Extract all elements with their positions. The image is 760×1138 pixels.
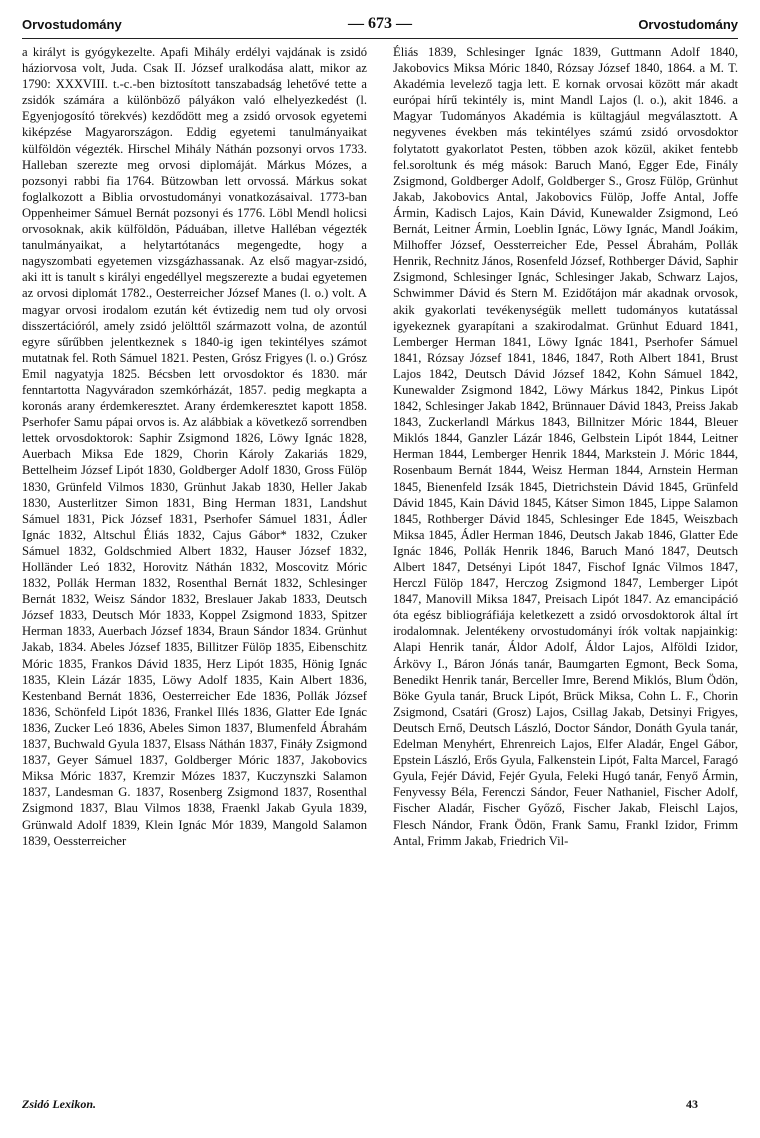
text-columns: [22, 44, 738, 1089]
footer-signature: Zsidó Lexikon.: [22, 1097, 96, 1111]
page-number-header: — 673 —: [348, 15, 412, 32]
page-footer: [22, 1097, 738, 1117]
page: [22, 14, 738, 1124]
sheet-number: 43: [686, 1097, 698, 1111]
page-header: [22, 14, 738, 39]
running-head-right: Orvostudomány: [638, 17, 738, 32]
right-column-text: Éliás 1839, Schlesinger Ignác 1839, Guttmann Adolf 1840, Jakobovics Miksa Móric 1840, Rózsay József 1840, 1864. a M. T. Akadémia levelező tagja lett. E kornak orvosai között már akadt európai hírű tekintély is, mint Mandl Lajos (l. o.), akit 1846. a Magyar Tudományos Akadémia is kültagjául megválasztott. A negyvenes években más tekintélyes számú zsidó orvosdoktor folytatott gyakorlatot Pesten, többen azok közül, akiket fentebb fel.soroltunk és még mások: Baruch Manó, Egger Ede, Finály Zsigmond, Goldberger Adolf, Goldberger S., Grosz Fülöp, Grünhut Jakab, Jakobovics Antal, Jakobovics Fülöp, Joffe Antal, Joffe Ármin, Kadisch Lajos, Kain Dávid, Kunewalder Zsigmond, Leó Bernát, Leitner Ármin, Loeblin Ignác, Löwy Ignác, Mandl Joákim, Milhoffer József, Oessterreicher Ede, Pessel Ábrahám, Pollák Henrik, Rechnitz János, Rosenfeld József, Rothberger Dávid, Saphir Zsigmond, Schlesinger Ignác, Schlesinger Jakab, Schwarz Lajos, Schwimmer Dávid és Stern M. Ezidőtájon már akadnak orvosok, akik gyakorlati tevékenységük mellett tudományos kutatással igyekeznek gyarapítani a szakirodalmat. Grünhut Eduard 1841, Lemberger Herman 1841, Löwy Ignác 1841, Pserhofer Sámuel 1841, Rózsay József 1841, 1846, 1847, Roth Albert 1841, Brust Lajos 1842, Deutsch Dávid József 1842, Kohn Sámuel 1842, Kunewalder Zsigmond 1842, Löwy Márkus 1842, Pinkus Lipót 1842, Schlesinger Jakab 1842, Brünnauer Dávid 1843, Preiss Jakab 1843, Zuckerlandl Márkus 1843, Billnitzer Móric 1844, Bleuer Miklós 1844, Ganzler Lázár 1846, Gelbstein Lipót 1844, Leitner Herman 1844, Lemberger Henrik 1844, Markstein J. Móric 1844, Rosenbaum Bernát 1844, Weisz Herman 1844, Arnstein Herman 1845, Bienenfeld Izsák 1845, Dietrichstein Dávid 1845, Grünfeld Dávid 1845, Kain Dávid 1845, Kátser Simon 1845, Lippe Salamon 1845, Rothberger Dávid 1845, Schlesinger Ede 1845, Weiszbach Miksa 1845, Ádler Herman 1846, Deutsch Jakab 1846, Glatter Ede Ignác 1846, Pollák Henrik 1846, Baruch Manó 1847, Deutsch Albert 1847, Detsényi Lipót 1847, Fischof Ignác Vilmos 1847, Herczl Fülöp 1847, Herczog Zsigmond 1847, Lemberger Lipót 1847, Manovill Miksa 1847, Preisach Lipót 1847. Az emancipáció óta egész bibliográfiája keletkezett a zsidó orvosdoktorok által írt irodalomnak. Jelentékeny orvostudományi írók voltak napjainkig: Alapi Henrik tanár, Áldor Adolf, Áldor Lajos, Alföldi Izidor, Árkövy I., Báron Jónás tanár, Baumgarten Egmont, Beck Soma, Benedikt Henrik tanár, Berceller Imre, Berend Miklós, Blum Ödön, Böke Gyula tanár, Bruck Lipót, Brück Miksa, Cohn L. F., Chorin Zsigmond, Csatári (Grosz) Lajos, Csillag Jakab, Detsinyi Frigyes, Deutsch Ernő, Deutsch László, Doctor Sándor, Donáth Gyula tanár, Edelman Menyhért, Ehrenreich Lajos, Elfer Aladár, Engel Gábor, Epstein László, Erős Gyula, Falkenstein Lipót, Falta Marcel, Faragó Gyula, Fejér Dávid, Fejér Gyula, Feleki Hugó tanár, Fenyő Ármin, Fenyvessy Béla, Ferenczi Sándor, Feuer Nathaniel, Fischer Adolf, Fischer Aladár, Fischer Győző, Fischer Jakab, Fleischl Lajos, Flesch Nándor, Frank Ödön, Frank Samu, Frankl Izidor, Frimm Antal, Frimm Jakab, Friedrich Vil-: [393, 45, 738, 848]
left-column-text: a királyt is gyógykezelte. Apafi Mihály erdélyi vajdának is zsidó háziorvosa volt, Juda. Csak II. József uralkodása alatt, mikor az 1790: XXXVIII. t.-c.-ben biztosított tanszabadság lehetővé tette a zsidók számára a különböző pályákon való elhelyezkedést (l. Egyenjogosító törekvés) kezdődött meg a zsidó orvosok egyetemi kiképzése Magyarországon. Eddig egyetemi tanulmányaikat külföldön végezték. Hirschel Mihály Náthán pozsonyi orvos 1733. Halleban szerezte meg orvosi diplomáját. Márkus Mózes, a pozsonyi rabbi fia 1764. Bützowban lett orvossá. Márkus sokat foglalkozott a Biblia orvostudományi vonatkozásaival. 1773-ban Oppenheimer Sámuel Bernát pozsonyi és 1776. Löbl Mendl holicsi orvosoknak, akik külföldön, Páduában, illetve Halléban végezték tanulmányaikat, a helytartótanács megengedte, hogy a nagyszombati egyetemen vizsgázhassanak. Az első magyar-zsidó, aki itt is tanult s királyi engedéllyel megszerezte a budai egyetemen az orvosi diplomát 1782., Oesterreicher József Manes (l. o.) volt. A magyar orvosi irodalom ezután két évtizedig nem tud oly orvosi disszertációról, amely zsidó jelölttől származott volna, de azontúl egyre sűrűbben jelentkeznek s 1840-ig igen tekintélyes számot mutatnak fel. Roth Sámuel 1821. Pesten, Grósz Frigyes (l. o.) Grósz Emil nagyatyja 1825. Bécsben lett orvosdoktor és 1830. már fenntartotta Nagyváradon szemkórházát, 1857. pedig megkapta a koronás arany érdemkeresztet. Arany érdemkeresztet kapott 1858. Pserhofer Samu pápai orvos is. Az alábbiak a következő sorrendben lettek orvosdoktorok: Saphir Zsigmond 1826, Löwy Ignác 1828, Auerbach Miksa Ede 1829, Chorin Károly Zakariás 1829, Bettelheim József Lipót 1830, Goldberger Adolf 1830, Gross Fülöp 1830, Grünfeld Vilmos 1830, Grünhut Jakab 1830, Heller Jakab 1830, Austerlitzer Simon 1831, Bing Herman 1831, Landshut Sámuel 1831, Pick József 1831, Pserhofer Sámuel 1831, Ádler Ignác 1832, Altschul Éliás 1832, Cajus Gábor* 1832, Czuker Sámuel 1832, Goldschmied Albert 1832, Hauser József 1832, Holländer Leó 1832, Horovitz Náthán 1832, Moscovitz Móric 1832, Pollák Herman 1832, Rosenthal Bernát 1832, Schlesinger Bernát 1832, Weisz Sándor 1832, Breslauer Jakab 1833, Deutsch József 1833, Deutsch Mór 1833, Koppel Zsigmond 1833, Spitzer Herman 1833, Auerbach József 1834, Braun Sándor 1834. Grünhut Jakab, 1834. Abeles József 1835, Billitzer Fülöp 1835, Eibenschitz Móric 1835, Frankos Dávid 1835, Herz Lipót 1835, Hönig Ignác 1835, Klein Lázár 1835, Löwy Adolf 1835, Kain Albert 1836, Kestenband Bernát 1836, Oesterreicher Ede 1836, Pollák József 1836, Schönfeld Lipót 1836, Frankel Illés 1836, Glatter Ede Ignác 1836, Zucker Leó 1836, Abeles Simon 1837, Blumenfeld Ábrahám 1837, Buchwald Gyula 1837, Elsass Náthán 1837, Fináły Zsigmond 1837, Geyer Sámuel 1837, Goldberger Móric 1837, Jakobovics Miksa Móric 1837, Kremzir Mózes 1837, Kuczynszki Salamon 1837, Landesman G. 1837, Rosenberg Zsigmond 1837, Rosenthal Zsigmond 1837, Blau Vilmos 1838, Fraenkl Jakab Gyula 1839, Grünwald Adolf 1839, Klein Ignác Mór 1839, Mangold Salamon 1839, Oessterreicher: [22, 45, 367, 848]
running-head-left: Orvostudomány: [22, 17, 122, 32]
right-column: [393, 44, 738, 1089]
left-column: [22, 44, 367, 1089]
